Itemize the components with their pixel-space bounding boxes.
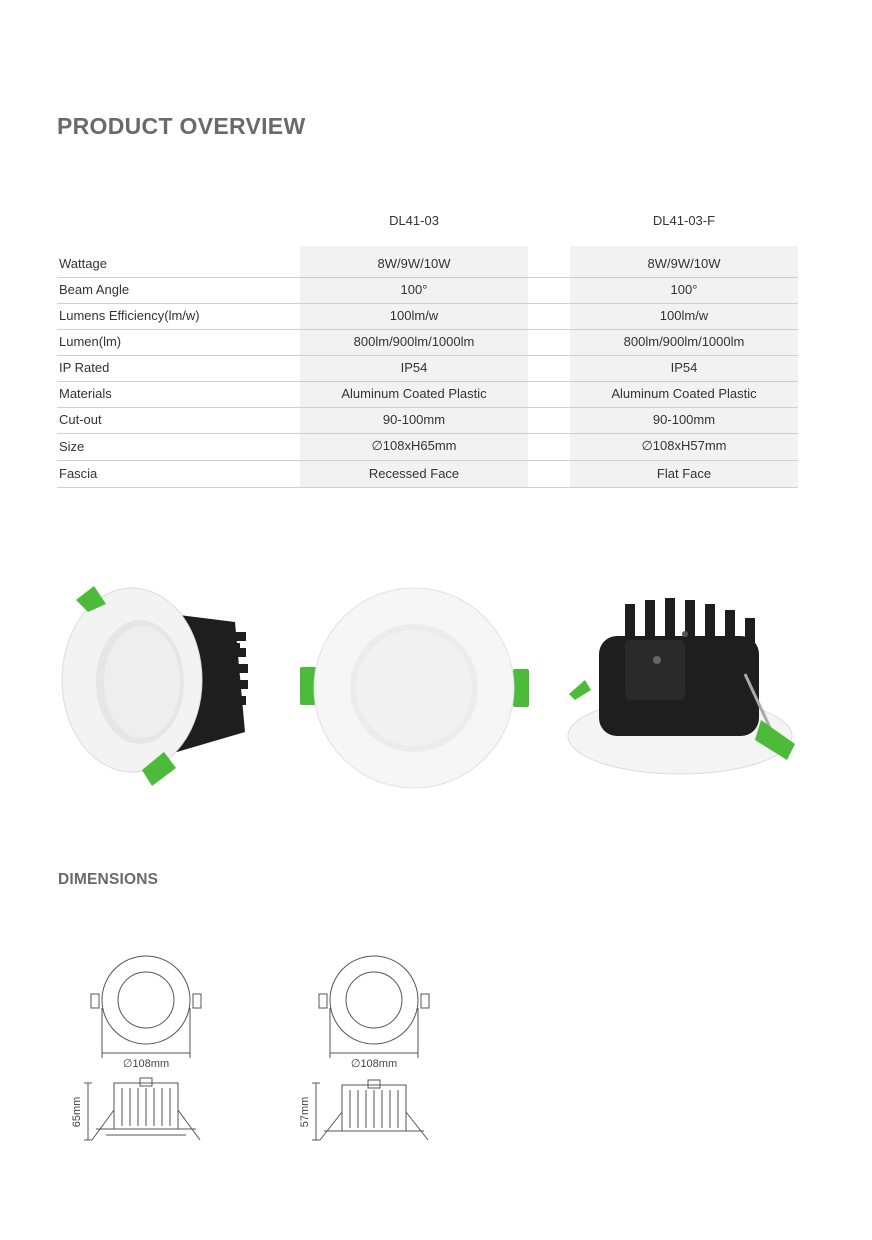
spec-value-a: Recessed Face: [368, 466, 460, 481]
height-label: 57mm: [299, 1096, 311, 1128]
dimensions-heading: DIMENSIONS: [58, 871, 159, 888]
table-row: [57, 408, 798, 434]
column-header-model-a: DL41-03: [389, 213, 439, 228]
table-row: [57, 356, 798, 382]
spec-label: IP Rated: [59, 360, 110, 375]
spec-value-a: 90-100mm: [382, 412, 446, 427]
page-title: PRODUCT OVERVIEW: [57, 113, 306, 139]
table-row: [57, 278, 798, 304]
spec-label: Lumens Efficiency(lm/w): [59, 308, 200, 323]
table-row: [57, 434, 798, 461]
height-label: 65mm: [71, 1096, 83, 1128]
spec-value-a: 8W/9W/10W: [377, 256, 451, 271]
spec-value-b: 8W/9W/10W: [647, 256, 721, 271]
spec-value-b: 100°: [670, 282, 698, 297]
spec-value-b: 100lm/w: [659, 308, 709, 323]
spec-value-a: IP54: [400, 360, 428, 375]
table-row: [57, 382, 798, 408]
spec-value-b: 800lm/900lm/1000lm: [623, 334, 745, 349]
diameter-label: ∅108mm: [122, 1058, 170, 1070]
spec-value-b: Aluminum Coated Plastic: [611, 386, 757, 401]
spec-label: Lumen(lm): [59, 334, 122, 349]
spec-value-b: 90-100mm: [652, 412, 716, 427]
column-header-model-b: DL41-03-F: [652, 213, 716, 228]
table-row: [57, 304, 798, 330]
spec-value-a: 100°: [400, 282, 428, 297]
spec-value-a: 800lm/900lm/1000lm: [353, 334, 475, 349]
spec-label: Beam Angle: [59, 282, 130, 297]
spec-label: Fascia: [59, 466, 98, 481]
downlight-side-view-image: [60, 582, 255, 792]
spec-label: Size: [59, 439, 85, 454]
spec-label: Materials: [59, 386, 112, 401]
table-row: [57, 330, 798, 356]
spec-value-b: ∅108xH57mm: [641, 438, 727, 453]
spec-value-a: ∅108xH65mm: [371, 438, 457, 453]
dimension-drawing-dl41-03: [66, 948, 216, 1143]
spec-value-a: 100lm/w: [389, 308, 439, 323]
spec-value-b: IP54: [670, 360, 698, 375]
table-row: [57, 246, 798, 278]
spec-value-b: Flat Face: [656, 466, 712, 481]
table-row: [57, 461, 798, 488]
dimension-drawing-dl41-03-f: [294, 948, 444, 1143]
diameter-label: ∅108mm: [350, 1058, 398, 1070]
spec-label: Cut-out: [59, 412, 102, 427]
downlight-rear-view-image: [565, 596, 805, 778]
spec-label: Wattage: [59, 256, 107, 271]
downlight-front-view-image: [298, 585, 533, 791]
spec-value-a: Aluminum Coated Plastic: [341, 386, 487, 401]
